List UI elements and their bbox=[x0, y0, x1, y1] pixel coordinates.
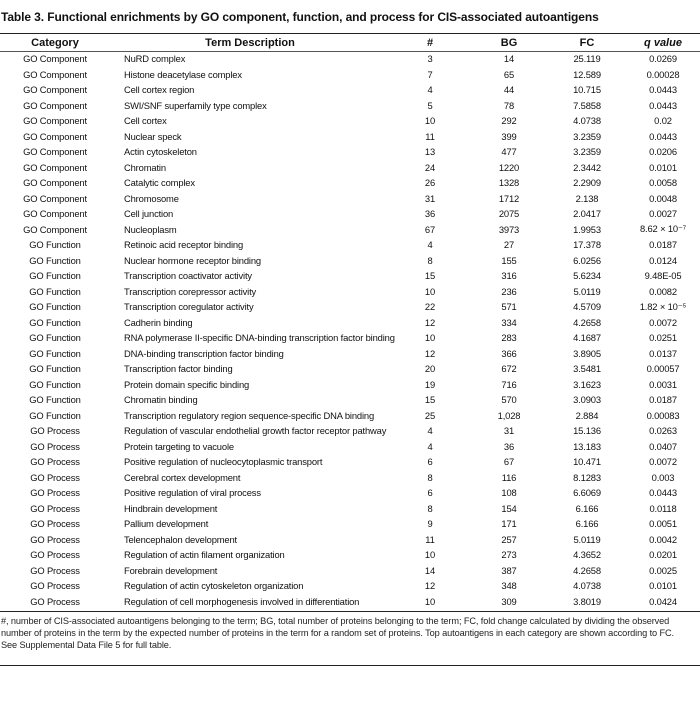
cell-count: 10 bbox=[424, 115, 436, 127]
header-term: Term Description bbox=[205, 37, 295, 49]
cell-term: Hindbrain development bbox=[124, 502, 218, 514]
cell-bg: 309 bbox=[501, 595, 517, 607]
cell-category: GO Function bbox=[29, 409, 81, 421]
cell-category: GO Component bbox=[23, 146, 87, 158]
cell-count: 10 bbox=[424, 332, 436, 344]
cell-fc: 4.5709 bbox=[573, 301, 601, 313]
table-row bbox=[0, 470, 700, 486]
table-row bbox=[0, 377, 700, 393]
table-row bbox=[0, 113, 700, 129]
cell-term: Chromatin bbox=[124, 161, 166, 173]
cell-count: 24 bbox=[424, 161, 436, 173]
table-row bbox=[0, 485, 700, 501]
cell-fc: 4.0738 bbox=[573, 580, 601, 592]
cell-count: 9 bbox=[427, 518, 433, 530]
cell-term: Transcription factor binding bbox=[124, 363, 233, 375]
table-body bbox=[0, 51, 700, 609]
cell-count: 10 bbox=[424, 285, 436, 297]
cell-count: 8 bbox=[427, 502, 433, 514]
cell-q-value: 0.0051 bbox=[649, 518, 677, 530]
cell-fc: 4.2658 bbox=[573, 564, 601, 576]
cell-fc: 4.1687 bbox=[573, 332, 601, 344]
table-row bbox=[0, 501, 700, 517]
cell-fc: 6.6069 bbox=[573, 487, 601, 499]
table-row bbox=[0, 144, 700, 160]
cell-q-value: 0.0443 bbox=[649, 130, 677, 142]
end-rule bbox=[0, 665, 700, 666]
cell-category: GO Process bbox=[30, 518, 80, 530]
cell-category: GO Function bbox=[29, 378, 81, 390]
cell-term: Transcription regulatory region sequence-specific DNA binding bbox=[124, 409, 375, 421]
cell-term: Transcription coregulator activity bbox=[124, 301, 254, 313]
table-row bbox=[0, 423, 700, 439]
cell-fc: 3.0903 bbox=[573, 394, 601, 406]
cell-count: 7 bbox=[427, 68, 433, 80]
cell-category: GO Process bbox=[30, 595, 80, 607]
cell-q-value: 0.0042 bbox=[649, 533, 677, 545]
cell-q-value: 0.0101 bbox=[649, 580, 677, 592]
cell-term: Regulation of actin filament organization bbox=[124, 549, 285, 561]
cell-bg: 316 bbox=[501, 270, 517, 282]
cell-q-value: 0.0124 bbox=[649, 254, 677, 266]
cell-term: Cell cortex region bbox=[124, 84, 195, 96]
table-row bbox=[0, 594, 700, 610]
table-row bbox=[0, 237, 700, 253]
cell-fc: 15.136 bbox=[573, 425, 601, 437]
cell-fc: 3.2359 bbox=[573, 146, 601, 158]
cell-count: 12 bbox=[424, 316, 436, 328]
cell-q-value: 0.0101 bbox=[649, 161, 677, 173]
cell-bg: 14 bbox=[503, 53, 515, 65]
table-row bbox=[0, 299, 700, 315]
cell-bg: 570 bbox=[501, 394, 517, 406]
cell-category: GO Function bbox=[29, 270, 81, 282]
cell-term: Catalytic complex bbox=[124, 177, 195, 189]
table-row bbox=[0, 51, 700, 67]
cell-bg: 2075 bbox=[498, 208, 520, 220]
cell-fc: 4.0738 bbox=[573, 115, 601, 127]
table-row bbox=[0, 454, 700, 470]
cell-bg: 387 bbox=[501, 564, 517, 576]
cell-bg: 108 bbox=[501, 487, 517, 499]
cell-term: Transcription corepressor activity bbox=[124, 285, 257, 297]
cell-category: GO Component bbox=[23, 130, 87, 142]
cell-category: GO Process bbox=[30, 502, 80, 514]
cell-count: 8 bbox=[427, 471, 433, 483]
cell-fc: 2.0417 bbox=[573, 208, 601, 220]
cell-bg: 283 bbox=[501, 332, 517, 344]
cell-fc: 10.715 bbox=[573, 84, 601, 96]
table-row bbox=[0, 129, 700, 145]
cell-count: 19 bbox=[424, 378, 436, 390]
table-row bbox=[0, 439, 700, 455]
cell-category: GO Process bbox=[30, 487, 80, 499]
cell-fc: 5.0119 bbox=[573, 533, 601, 545]
cell-bg: 27 bbox=[503, 239, 515, 251]
header-fc: FC bbox=[579, 37, 595, 49]
cell-bg: 171 bbox=[501, 518, 517, 530]
cell-bg: 273 bbox=[501, 549, 517, 561]
cell-bg: 154 bbox=[501, 502, 517, 514]
cell-fc: 3.8905 bbox=[573, 347, 601, 359]
cell-category: GO Function bbox=[29, 394, 81, 406]
cell-q-value: 0.0443 bbox=[649, 99, 677, 111]
cell-category: GO Component bbox=[23, 161, 87, 173]
cell-fc: 2.3442 bbox=[573, 161, 601, 173]
cell-count: 4 bbox=[427, 84, 433, 96]
table-row bbox=[0, 191, 700, 207]
cell-q-value: 0.00057 bbox=[646, 363, 680, 375]
cell-bg: 44 bbox=[503, 84, 515, 96]
table-row bbox=[0, 408, 700, 424]
cell-term: Cell junction bbox=[124, 208, 174, 220]
cell-term: Actin cytoskeleton bbox=[124, 146, 197, 158]
cell-term: Pallium development bbox=[124, 518, 209, 530]
cell-count: 22 bbox=[424, 301, 436, 313]
cell-q-value: 0.02 bbox=[654, 115, 672, 127]
cell-fc: 4.3652 bbox=[573, 549, 601, 561]
cell-q-value: 0.0407 bbox=[649, 440, 677, 452]
cell-category: GO Component bbox=[23, 115, 87, 127]
cell-category: GO Function bbox=[29, 316, 81, 328]
cell-q-value: 0.003 bbox=[651, 471, 675, 483]
cell-term: Nucleoplasm bbox=[124, 223, 177, 235]
cell-category: GO Function bbox=[29, 363, 81, 375]
cell-count: 14 bbox=[424, 564, 436, 576]
enrichment-table bbox=[0, 35, 700, 609]
cell-category: GO Component bbox=[23, 177, 87, 189]
table-row bbox=[0, 361, 700, 377]
cell-category: GO Process bbox=[30, 456, 80, 468]
cell-category: GO Function bbox=[29, 254, 81, 266]
cell-bg: 292 bbox=[501, 115, 517, 127]
cell-fc: 2.138 bbox=[575, 192, 599, 204]
cell-q-value: 0.0031 bbox=[649, 378, 677, 390]
table-row bbox=[0, 268, 700, 284]
cell-fc: 13.183 bbox=[573, 440, 601, 452]
cell-term: Histone deacetylase complex bbox=[124, 68, 242, 80]
table-row bbox=[0, 315, 700, 331]
cell-category: GO Component bbox=[23, 84, 87, 96]
table-row bbox=[0, 82, 700, 98]
cell-count: 8 bbox=[427, 254, 433, 266]
table-title: Table 3. Functional enrichments by GO component, function, and process for CIS-associated autoantigens bbox=[1, 10, 599, 24]
cell-bg: 571 bbox=[501, 301, 517, 313]
cell-q-value: 0.0206 bbox=[649, 146, 677, 158]
table-row bbox=[0, 160, 700, 176]
table-row bbox=[0, 330, 700, 346]
cell-term: Protein targeting to vacuole bbox=[124, 440, 234, 452]
cell-count: 15 bbox=[424, 270, 436, 282]
cell-category: GO Process bbox=[30, 440, 80, 452]
cell-q-value: 0.0058 bbox=[649, 177, 677, 189]
table-row bbox=[0, 547, 700, 563]
cell-count: 6 bbox=[427, 456, 433, 468]
cell-fc: 3.2359 bbox=[573, 130, 601, 142]
cell-count: 15 bbox=[424, 394, 436, 406]
cell-q-value: 0.0072 bbox=[649, 456, 677, 468]
cell-fc: 8.1283 bbox=[573, 471, 601, 483]
cell-term: Transcription coactivator activity bbox=[124, 270, 252, 282]
cell-category: GO Component bbox=[23, 68, 87, 80]
header-row bbox=[0, 35, 700, 51]
table-row bbox=[0, 532, 700, 548]
cell-q-value: 0.0443 bbox=[649, 487, 677, 499]
cell-category: GO Process bbox=[30, 580, 80, 592]
table-row bbox=[0, 98, 700, 114]
cell-count: 12 bbox=[424, 347, 436, 359]
cell-q-value: 0.0443 bbox=[649, 84, 677, 96]
cell-bg: 672 bbox=[501, 363, 517, 375]
cell-q-value: 0.0027 bbox=[649, 208, 677, 220]
cell-fc: 6.166 bbox=[575, 502, 599, 514]
table-row bbox=[0, 175, 700, 191]
cell-fc: 5.0119 bbox=[573, 285, 601, 297]
cell-q-value: 0.0072 bbox=[649, 316, 677, 328]
cell-count: 5 bbox=[427, 99, 433, 111]
table-footnote: #, number of CIS-associated autoantigens belonging to the term; BG, total number of proteins belonging to the term; FC, fold change calculated by dividing the observed number of proteins in the term by the expected number of proteins in the term for a random set of proteins. Top autoantigens in each category are shown according to FC. See Supplemental Data File 5 for full table. bbox=[1, 616, 674, 650]
cell-fc: 6.166 bbox=[575, 518, 599, 530]
table-row bbox=[0, 516, 700, 532]
cell-q-value: 0.0424 bbox=[649, 595, 677, 607]
cell-q-value: 0.0263 bbox=[649, 425, 677, 437]
cell-category: GO Process bbox=[30, 471, 80, 483]
cell-term: Chromatin binding bbox=[124, 394, 198, 406]
cell-bg: 716 bbox=[501, 378, 517, 390]
cell-category: GO Process bbox=[30, 564, 80, 576]
cell-count: 25 bbox=[424, 409, 436, 421]
cell-category: GO Component bbox=[23, 208, 87, 220]
cell-category: GO Function bbox=[29, 239, 81, 251]
cell-bg: 1220 bbox=[498, 161, 520, 173]
cell-count: 67 bbox=[424, 223, 436, 235]
cell-q-value: 0.0187 bbox=[649, 394, 677, 406]
cell-category: GO Function bbox=[29, 347, 81, 359]
cell-fc: 3.8019 bbox=[573, 595, 601, 607]
cell-term: Nuclear speck bbox=[124, 130, 182, 142]
cell-fc: 12.589 bbox=[573, 68, 601, 80]
cell-bg: 236 bbox=[501, 285, 517, 297]
cell-term: Chromosome bbox=[124, 192, 179, 204]
cell-count: 10 bbox=[424, 595, 436, 607]
cell-bg: 3973 bbox=[498, 223, 520, 235]
cell-bg: 1712 bbox=[498, 192, 520, 204]
cell-term: Forebrain development bbox=[124, 564, 218, 576]
cell-bg: 1328 bbox=[498, 177, 520, 189]
table-row bbox=[0, 284, 700, 300]
cell-category: GO Function bbox=[29, 332, 81, 344]
cell-category: GO Component bbox=[23, 53, 87, 65]
cell-term: Positive regulation of viral process bbox=[124, 487, 261, 499]
cell-term: Retinoic acid receptor binding bbox=[124, 239, 244, 251]
bottom-rule bbox=[0, 611, 700, 612]
header-q-italic: q value bbox=[644, 37, 682, 49]
cell-category: GO Component bbox=[23, 223, 87, 235]
cell-category: GO Component bbox=[23, 192, 87, 204]
cell-q-value: 0.0118 bbox=[649, 502, 677, 514]
cell-term: Cerebral cortex development bbox=[124, 471, 241, 483]
cell-bg: 65 bbox=[503, 68, 515, 80]
cell-category: GO Function bbox=[29, 301, 81, 313]
cell-q-value: 0.0025 bbox=[649, 564, 677, 576]
cell-count: 10 bbox=[424, 549, 436, 561]
header-category: Category bbox=[31, 37, 79, 49]
cell-q-value: 1.82 × 10⁻⁵ bbox=[639, 300, 687, 312]
cell-q-value: 8.62 × 10⁻⁷ bbox=[639, 223, 687, 235]
cell-bg: 477 bbox=[501, 146, 517, 158]
cell-q-value: 0.0251 bbox=[649, 332, 677, 344]
cell-term: Protein domain specific binding bbox=[124, 378, 250, 390]
table-row bbox=[0, 346, 700, 362]
cell-count: 36 bbox=[424, 208, 436, 220]
cell-fc: 1.9953 bbox=[573, 223, 601, 235]
cell-category: GO Process bbox=[30, 549, 80, 561]
header-count: # bbox=[426, 37, 434, 49]
cell-term: Cell cortex bbox=[124, 115, 167, 127]
cell-bg: 78 bbox=[503, 99, 515, 111]
cell-count: 4 bbox=[427, 440, 433, 452]
cell-q-value: 0.0187 bbox=[649, 239, 677, 251]
header-bg: BG bbox=[500, 37, 518, 49]
cell-bg: 155 bbox=[501, 254, 517, 266]
cell-bg: 399 bbox=[501, 130, 517, 142]
table-row bbox=[0, 67, 700, 83]
cell-bg: 257 bbox=[501, 533, 517, 545]
cell-q-value: 0.00083 bbox=[646, 409, 680, 421]
cell-term: Telencephalon development bbox=[124, 533, 238, 545]
cell-fc: 5.6234 bbox=[573, 270, 601, 282]
cell-q-value: 9.48E-05 bbox=[644, 270, 682, 282]
cell-count: 12 bbox=[424, 580, 436, 592]
cell-bg: 366 bbox=[501, 347, 517, 359]
cell-count: 3 bbox=[427, 53, 433, 65]
cell-q-value: 0.0137 bbox=[649, 347, 677, 359]
table-row bbox=[0, 578, 700, 594]
cell-bg: 348 bbox=[501, 580, 517, 592]
cell-count: 11 bbox=[425, 130, 435, 142]
cell-fc: 25.119 bbox=[573, 53, 601, 65]
cell-count: 4 bbox=[427, 425, 433, 437]
cell-term: SWI/SNF superfamily type complex bbox=[124, 99, 267, 111]
cell-fc: 7.5858 bbox=[573, 99, 601, 111]
table-row bbox=[0, 563, 700, 579]
cell-category: GO Component bbox=[23, 99, 87, 111]
cell-q-value: 0.0048 bbox=[649, 192, 677, 204]
cell-bg: 116 bbox=[501, 471, 517, 483]
cell-term: Nuclear hormone receptor binding bbox=[124, 254, 261, 266]
table-row bbox=[0, 222, 700, 238]
cell-fc: 17.378 bbox=[573, 239, 601, 251]
cell-fc: 2.884 bbox=[575, 409, 599, 421]
cell-category: GO Process bbox=[30, 425, 80, 437]
table-row bbox=[0, 206, 700, 222]
cell-count: 6 bbox=[427, 487, 433, 499]
cell-q-value: 0.0082 bbox=[649, 285, 677, 297]
table-row bbox=[0, 253, 700, 269]
cell-count: 13 bbox=[424, 146, 436, 158]
cell-count: 26 bbox=[424, 177, 436, 189]
cell-bg: 67 bbox=[503, 456, 515, 468]
cell-count: 20 bbox=[424, 363, 436, 375]
cell-term: Positive regulation of nucleocytoplasmic transport bbox=[124, 456, 323, 468]
cell-bg: 36 bbox=[503, 440, 515, 452]
cell-term: DNA-binding transcription factor binding bbox=[124, 347, 284, 359]
cell-fc: 2.2909 bbox=[573, 177, 601, 189]
cell-term: RNA polymerase II-specific DNA-binding transcription factor binding bbox=[124, 332, 395, 344]
cell-bg: 334 bbox=[501, 316, 517, 328]
cell-fc: 3.5481 bbox=[573, 363, 601, 375]
top-rule bbox=[0, 33, 700, 34]
header-q-value bbox=[626, 35, 700, 51]
cell-count: 11 bbox=[425, 533, 435, 545]
cell-category: GO Process bbox=[30, 533, 80, 545]
cell-term: Cadherin binding bbox=[124, 316, 193, 328]
cell-fc: 4.2658 bbox=[573, 316, 601, 328]
cell-count: 31 bbox=[424, 192, 436, 204]
cell-bg: 1,028 bbox=[497, 409, 521, 421]
cell-q-value: 0.0201 bbox=[649, 549, 677, 561]
table-row bbox=[0, 392, 700, 408]
cell-category: GO Function bbox=[29, 285, 81, 297]
cell-fc: 10.471 bbox=[573, 456, 601, 468]
cell-q-value: 0.00028 bbox=[646, 68, 680, 80]
cell-term: NuRD complex bbox=[124, 53, 186, 65]
cell-term: Regulation of actin cytoskeleton organization bbox=[124, 580, 304, 592]
cell-count: 4 bbox=[427, 239, 433, 251]
cell-fc: 3.1623 bbox=[573, 378, 601, 390]
cell-term: Regulation of vascular endothelial growth factor receptor pathway bbox=[124, 425, 387, 437]
cell-q-value: 0.0269 bbox=[649, 53, 677, 65]
cell-fc: 6.0256 bbox=[573, 254, 601, 266]
cell-term: Regulation of cell morphogenesis involved in differentiation bbox=[124, 595, 360, 607]
cell-bg: 31 bbox=[503, 425, 515, 437]
